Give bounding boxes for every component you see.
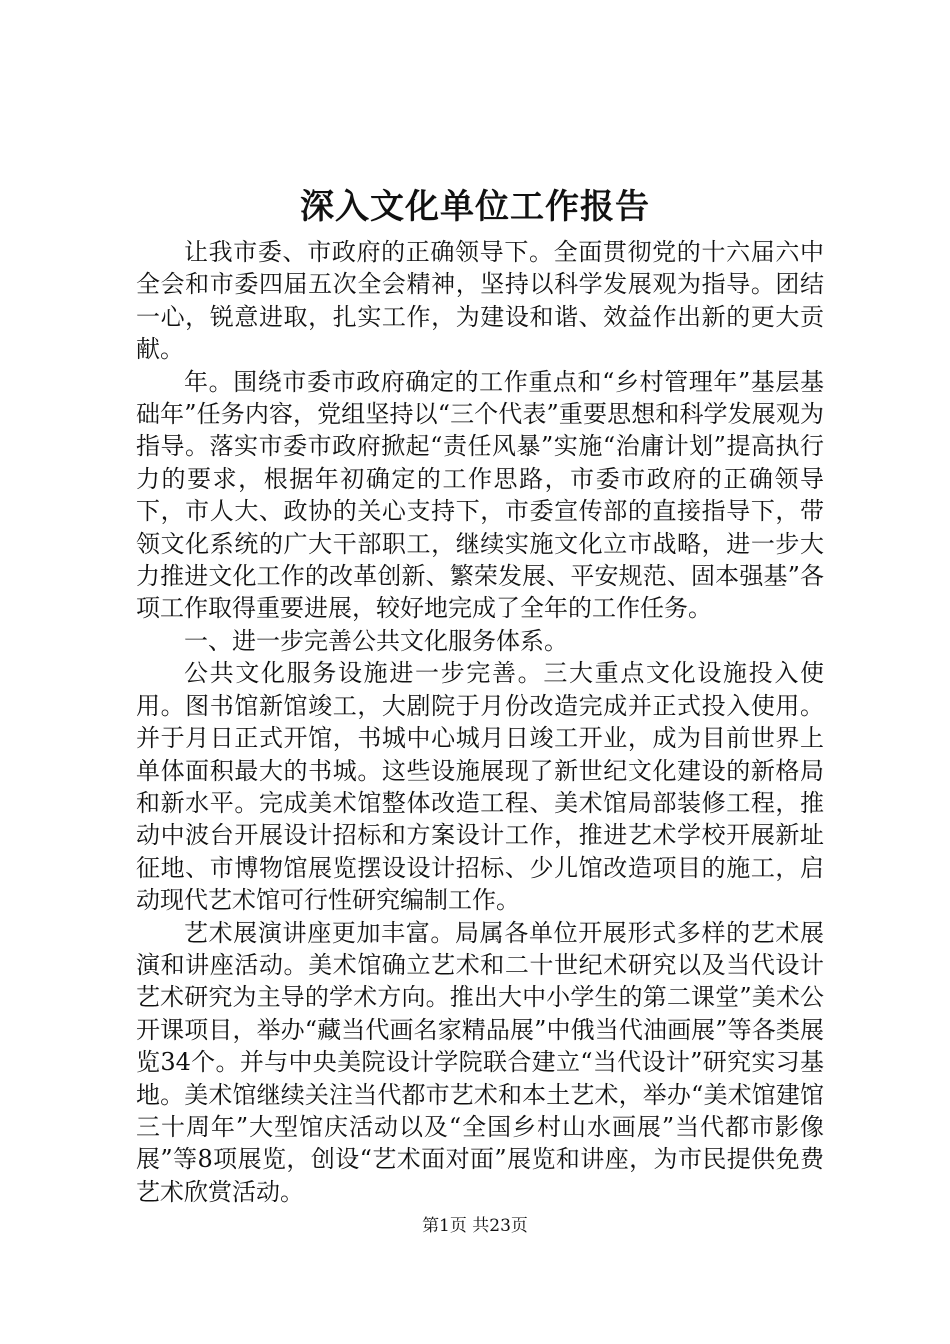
paragraph-facilities: 公共文化服务设施进一步完善。三大重点文化设施投入使用。图书馆新馆竣工，大剧院于月份改造完成并正式投入使用。并于月日正式开馆，书城中心城月日竣工开业，成为目前世界上单体面积最大的书城。这些设施展现了新世纪文化建设的新格局和新水平。完成美术馆整体改造工程、美术馆局部装修工程，推动中波台开展设计招标和方案设计工作，推进艺术学校开展新址征地、市博物馆展览摆设设计招标、少儿馆改造项目的施工，启动现代艺术馆可行性研究编制工作。	[136, 659, 824, 915]
paragraph-exhibitions: 艺术展演讲座更加丰富。局属各单位开展形式多样的艺术展演和讲座活动。美术馆确立艺术和二十世纪术研究以及当代设计艺术研究为主导的学术方向。推出大中小学生的第二课堂”美术公开课项目，举办“藏当代画名家精品展”中俄当代油画展”等各类展览34个。并与中央美院设计学院联合建立“当代设计”研究实习基地。美术馆继续关注当代都市艺术和本土艺术，举办“美术馆建馆三十周年”大型馆庆活动以及“全国乡村山水画展”当代都市影像展”等8项展览，创设“艺术面对面”展览和讲座，为市民提供免费艺术欣赏活动。	[136, 918, 824, 1206]
section-heading-1: 一、进一步完善公共文化服务体系。	[184, 626, 568, 655]
paragraph-overview: 年。围绕市委市政府确定的工作重点和“乡村管理年”基层基础年”任务内容，党组坚持以“三个代表”重要思想和科学发展观为指导。落实市委市政府掀起“责任风暴”实施“治庸计划”提高执行力的要求，根据年初确定的工作思路，市委市政府的正确领导下，市人大、政协的关心支持下，市委宣传部的直接指导下，带领文化系统的广大干部职工，继续实施文化立市战略，进一步大力推进文化工作的改革创新、繁荣发展、平安规范、固本强基”各项工作取得重要进展，较好地完成了全年的工作任务。	[136, 367, 824, 623]
page-total: 共23页	[472, 1216, 528, 1236]
document-title: 深入文化单位工作报告	[300, 187, 650, 227]
document-body	[136, 236, 824, 1208]
page-footer	[0, 1214, 950, 1238]
paragraph-intro: 让我市委、市政府的正确领导下。全面贯彻党的十六届六中全会和市委四届五次全会精神，坚持以科学发展观为指导。团结一心，锐意进取，扎实工作，为建设和谐、效益作出新的更大贡献。	[136, 238, 824, 364]
page-number: 第1页	[422, 1216, 467, 1236]
